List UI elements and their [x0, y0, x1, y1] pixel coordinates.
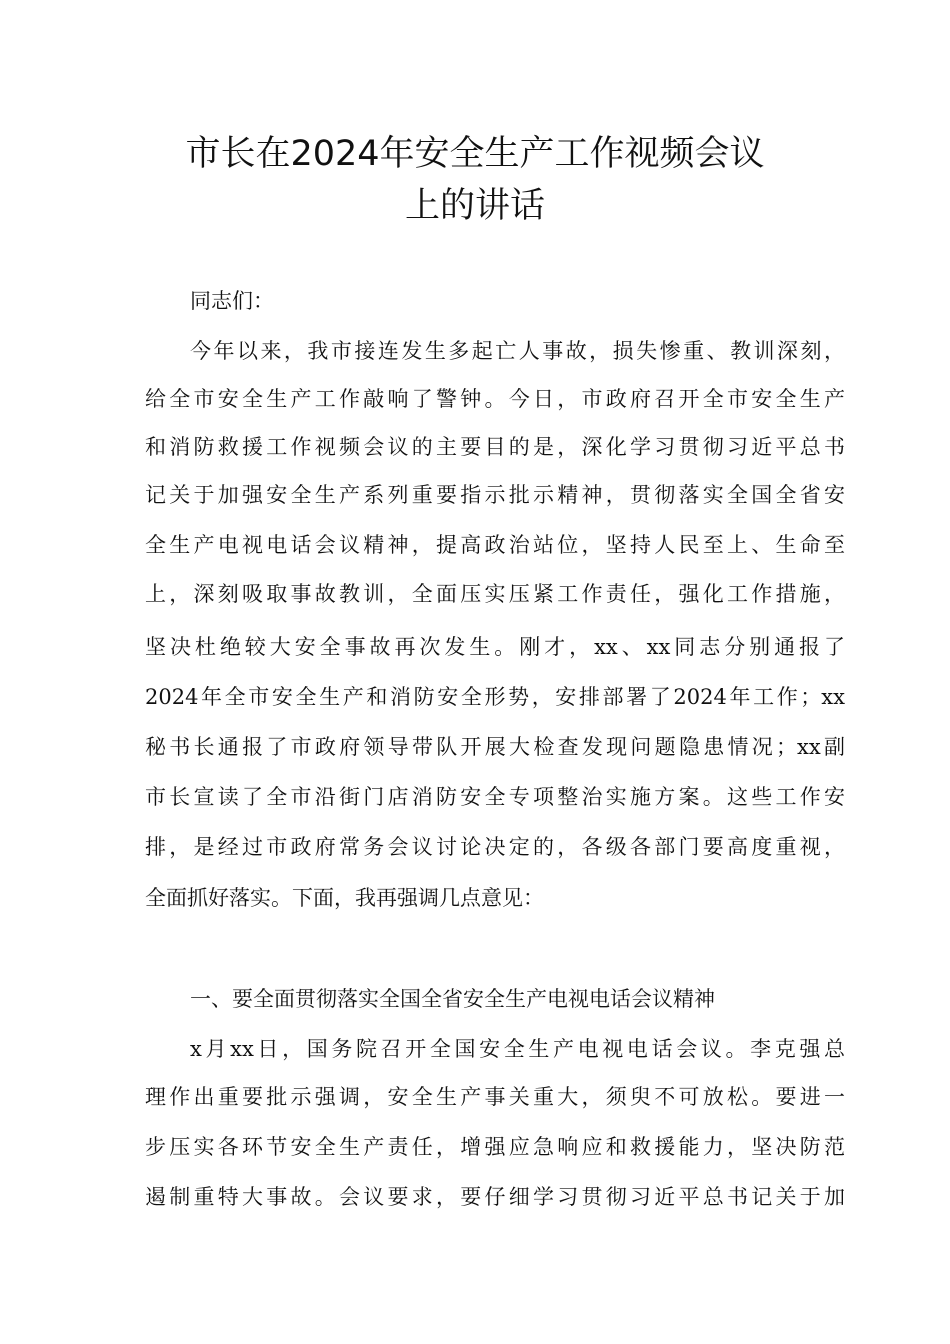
paragraph-line: x月xx日，国务院召开全国安全生产电视电话会议。李克强总: [190, 1037, 845, 1061]
paragraph-line: 全面抓好落实。下面，我再强调几点意见：: [145, 886, 544, 910]
paragraph-line: 今年以来，我市接连发生多起亡人事故，损失惨重、教训深刻，: [190, 339, 845, 363]
paragraph-line: 全生产电视电话会议精神，提高政治站位，坚持人民至上、生命至: [145, 533, 845, 557]
section-heading: 一、要全面贯彻落实全国全省安全生产电视电话会议精神: [190, 987, 715, 1011]
document-title-line-2: 上的讲话: [404, 186, 545, 226]
paragraph-line: 市长宣读了全市沿街门店消防安全专项整治实施方案。这些工作安: [145, 785, 845, 809]
paragraph-line: 遏制重特大事故。会议要求，要仔细学习贯彻习近平总书记关于加: [145, 1185, 845, 1209]
paragraph-line: 上，深刻吸取事故教训，全面压实压紧工作责任，强化工作措施，: [145, 582, 845, 606]
paragraph-line: 坚决杜绝较大安全事故再次发生。刚才，xx、xx同志分别通报了: [145, 635, 845, 659]
paragraph-line: 步压实各环节安全生产责任，增强应急响应和救援能力，坚决防范: [145, 1135, 845, 1159]
paragraph-line: 和消防救援工作视频会议的主要目的是，深化学习贯彻习近平总书: [145, 435, 845, 459]
document-title-line-1: 市长在2024年安全生产工作视频会议: [185, 134, 765, 174]
salutation: 同志们：: [190, 289, 274, 313]
paragraph-line: 排，是经过市政府常务会议讨论决定的，各级各部门要高度重视，: [145, 835, 845, 859]
paragraph-line: 2024年全市安全生产和消防安全形势，安排部署了2024年工作；xx: [145, 685, 845, 709]
paragraph-line: 理作出重要批示强调，安全生产事关重大，须臾不可放松。要进一: [145, 1085, 845, 1109]
paragraph-line: 秘书长通报了市政府领导带队开展大检查发现问题隐患情况；xx副: [145, 735, 845, 759]
paragraph-line: 给全市安全生产工作敲响了警钟。今日，市政府召开全市安全生产: [145, 387, 845, 411]
paragraph-line: 记关于加强安全生产系列重要指示批示精神，贯彻落实全国全省安: [145, 483, 845, 507]
